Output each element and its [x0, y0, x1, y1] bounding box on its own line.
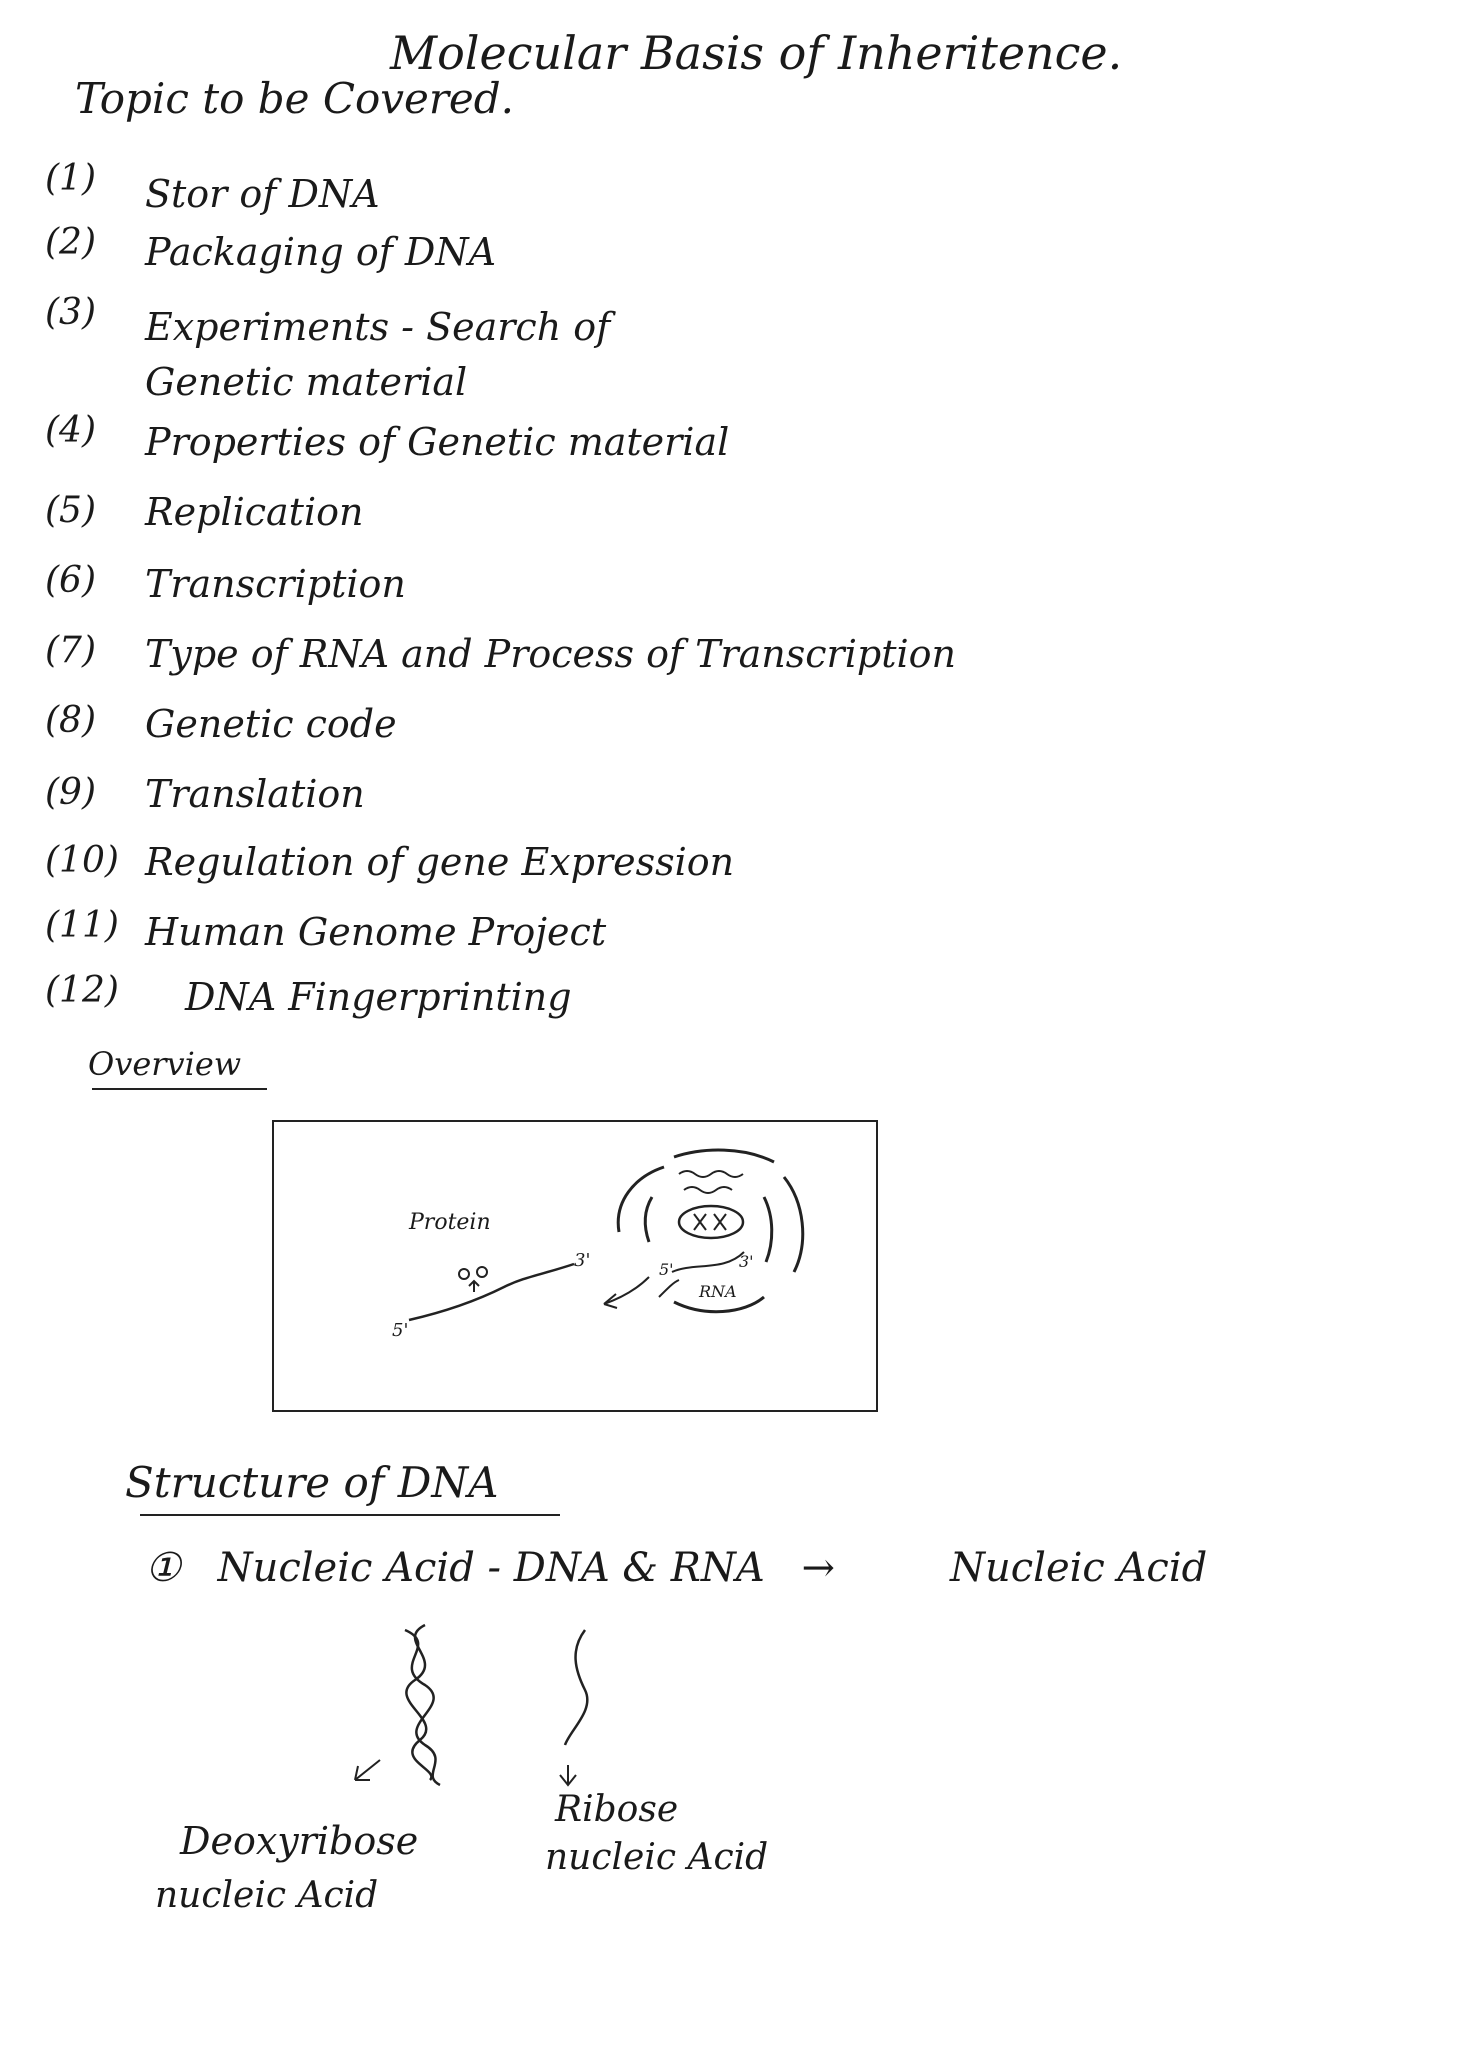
topic-item: Genetic code	[145, 702, 397, 746]
bullet: ①	[145, 1545, 181, 1591]
topic-item: Transcription	[145, 562, 406, 606]
topic-num: (7)	[45, 630, 96, 671]
topic-num: (10)	[45, 840, 119, 881]
topic-num: (1)	[45, 158, 96, 199]
nucleic-acid-text: Nucleic Acid - DNA & RNA	[217, 1545, 765, 1591]
topic-num: (5)	[45, 490, 96, 531]
arrow-right-icon: →	[801, 1545, 835, 1591]
topic-item: Properties of Genetic material	[145, 420, 730, 464]
dna-helix-icon	[406, 1625, 431, 1780]
rna-strand-icon	[565, 1630, 587, 1745]
nuc-five-label: 5'	[659, 1260, 674, 1279]
nuc-three-label: 3'	[739, 1252, 754, 1271]
topic-num: (4)	[45, 410, 96, 451]
topic-num: (9)	[45, 772, 96, 813]
nucleic-acid-right: Nucleic Acid	[950, 1545, 1208, 1591]
topic-item: Regulation of gene Expression	[145, 840, 735, 884]
topic-item: Translation	[145, 772, 365, 816]
topic-item: DNA Fingerprinting	[185, 975, 572, 1019]
topic-num: (8)	[45, 700, 96, 741]
arrow-down-left-icon	[355, 1760, 380, 1780]
topics-heading: Topic to be Covered.	[75, 74, 515, 123]
topic-item: Human Genome Project	[145, 910, 607, 954]
deoxyribose-label: Deoxyribose	[180, 1819, 419, 1863]
rna-label: RNA	[699, 1282, 737, 1301]
topic-item: Genetic material	[145, 360, 468, 404]
topic-num: (2)	[45, 222, 96, 263]
topic-item: Packaging of DNA	[145, 230, 497, 274]
topic-num: (11)	[45, 905, 119, 946]
page-title: Molecular Basis of Inheritence.	[390, 26, 1123, 80]
rna-nucleic-acid-label: nucleic Acid	[545, 1837, 769, 1878]
section-heading: Structure of DNA	[125, 1458, 499, 1507]
topic-item: Stor of DNA	[145, 172, 380, 216]
topic-num: (3)	[45, 292, 96, 333]
arrow-down-icon	[560, 1765, 576, 1785]
dna-nucleic-acid-label: nucleic Acid	[155, 1875, 379, 1916]
topic-item: Replication	[145, 490, 364, 534]
ribose-label: Ribose	[555, 1789, 679, 1830]
three-prime-label: 3'	[574, 1250, 591, 1271]
topic-item: Type of RNA and Process of Transcription	[145, 632, 956, 676]
protein-label: Protein	[409, 1210, 491, 1235]
topic-item: Experiments - Search of	[145, 305, 611, 349]
five-prime-label: 5'	[392, 1320, 409, 1341]
overview-heading: Overview	[88, 1045, 242, 1083]
topic-num: (12)	[45, 970, 119, 1011]
topic-num: (6)	[45, 560, 96, 601]
